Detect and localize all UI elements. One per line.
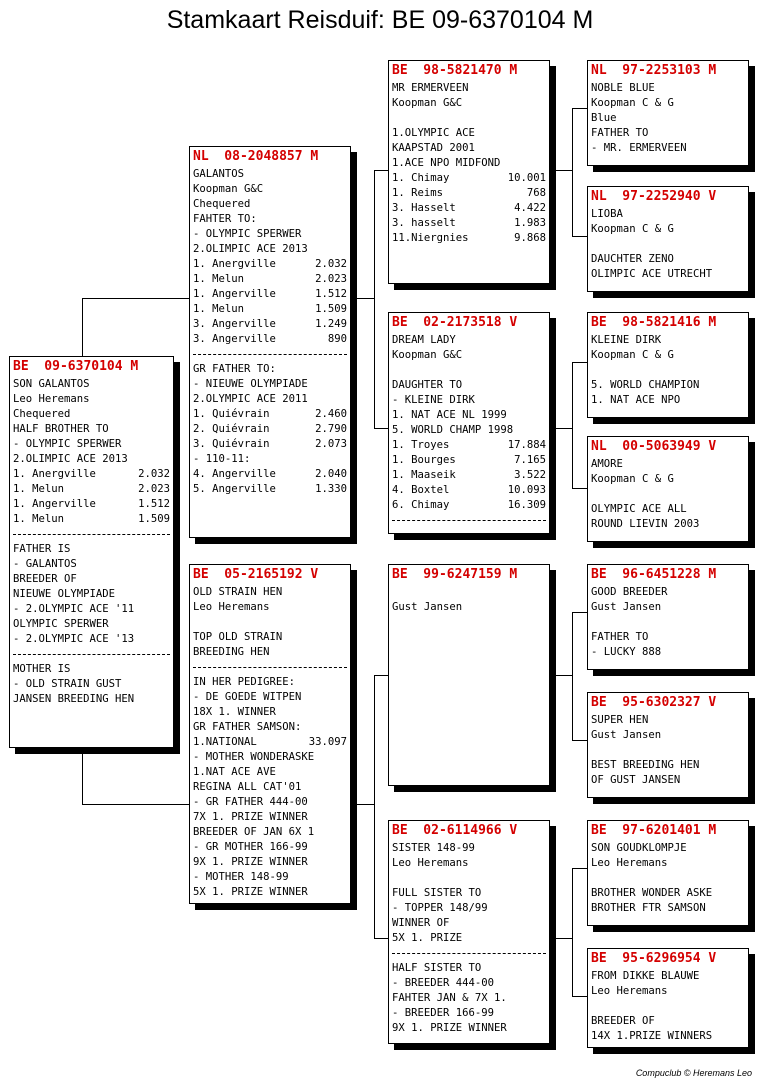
result-race: 1. Bourges: [392, 454, 456, 466]
result-row: [392, 483, 546, 498]
info-line: 2.OLIMPIC ACE 2013: [193, 243, 308, 255]
result-row: [193, 317, 347, 332]
result-race: 3. Angerville: [193, 333, 276, 345]
result-value: 2.073: [315, 438, 347, 450]
info-line: Koopman C & G: [591, 223, 674, 235]
info-line: OLYMPIC ACE ALL: [591, 503, 687, 515]
connector-line: [554, 428, 572, 429]
pigeon-card-fmm[interactable]: [587, 436, 749, 542]
separator: [13, 534, 170, 535]
result-race: 1. Angerville: [13, 498, 96, 510]
info-line: - 110-11:: [193, 453, 251, 465]
info-line: 14X 1.PRIZE WINNERS: [591, 1030, 713, 1042]
result-row: [193, 735, 347, 750]
result-value: 16.309: [507, 499, 546, 511]
result-value: 1.983: [514, 217, 546, 229]
result-race: 3. hasselt: [392, 217, 456, 229]
result-row: [193, 257, 347, 272]
info-line: - MOTHER WONDERASKE: [193, 751, 315, 763]
info-line: HALF SISTER TO: [392, 962, 482, 974]
info-line: - OLD STRAIN GUST: [13, 678, 122, 690]
info-line: [392, 363, 546, 378]
result-value: 17.884: [507, 439, 546, 451]
result-race: 3. Hasselt: [392, 202, 456, 214]
result-race: 6. Chimay: [392, 499, 450, 511]
result-value: 1.509: [138, 513, 170, 525]
result-race: 1. Quiévrain: [193, 408, 270, 420]
info-line: SISTER 148-99: [392, 842, 475, 854]
connector-line: [554, 170, 572, 171]
pigeon-card-mmf[interactable]: [587, 820, 749, 926]
info-line: FATHER TO: [591, 631, 649, 643]
info-line: DAUCHTER ZENO: [591, 253, 674, 265]
connector-line: [572, 108, 573, 236]
info-line: SUPER HEN: [591, 714, 649, 726]
result-row: [392, 186, 546, 201]
info-line: - BREEDER 166-99: [392, 1007, 495, 1019]
result-value: 1.249: [315, 318, 347, 330]
info-line: OF GUST JANSEN: [591, 774, 681, 786]
ring-number: BE 02-6114966 V: [392, 823, 518, 838]
result-value: 9.868: [514, 232, 546, 244]
info-line: [591, 999, 745, 1014]
result-row: [193, 332, 347, 347]
info-line: Gust Jansen: [591, 601, 662, 613]
info-line: 5. WORLD CHAMP 1998: [392, 424, 514, 436]
result-row: [392, 498, 546, 513]
info-line: [392, 111, 546, 126]
ring-number: BE 95-6302327 V: [591, 695, 717, 710]
info-line: Koopman C & G: [591, 97, 674, 109]
result-value: 2.460: [315, 408, 347, 420]
result-value: 2.032: [138, 468, 170, 480]
info-line: - 2.OLYMPIC ACE '11: [13, 603, 135, 615]
info-line: - GR MOTHER 166-99: [193, 841, 308, 853]
connector-line: [572, 236, 587, 237]
info-line: - 2.OLYMPIC ACE '13: [13, 633, 135, 645]
result-row: [392, 201, 546, 216]
connector-line: [572, 612, 573, 740]
info-line: 2.OLYMPIC ACE 2011: [193, 393, 308, 405]
info-line: BROTHER FTR SAMSON: [591, 902, 706, 914]
result-race: 1. Melun: [13, 513, 65, 525]
info-line: - KLEINE DIRK: [392, 394, 475, 406]
pigeon-card-ffm[interactable]: [587, 186, 749, 292]
info-line: KLEINE DIRK: [591, 334, 662, 346]
pigeon-card-main[interactable]: [9, 356, 174, 748]
result-row: [193, 302, 347, 317]
pigeon-card-father-father[interactable]: [388, 60, 550, 284]
info-line: JANSEN BREEDING HEN: [13, 693, 135, 705]
result-race: 1. Reims: [392, 187, 444, 199]
connector-line: [572, 868, 573, 996]
pigeon-card-fmf[interactable]: [587, 312, 749, 418]
result-row: [193, 407, 347, 422]
connector-line: [572, 488, 587, 489]
info-line: AMORE: [591, 458, 623, 470]
info-line: Leo Heremans: [193, 601, 270, 613]
info-line: DREAM LADY: [392, 334, 456, 346]
info-line: [392, 871, 546, 886]
result-race: 5. Angerville: [193, 483, 276, 495]
ring-number: NL 08-2048857 M: [193, 149, 319, 164]
info-line: GR FATHER TO:: [193, 363, 276, 375]
info-line: 18X 1. WINNER: [193, 706, 276, 718]
ring-number: BE 95-6296954 V: [591, 951, 717, 966]
result-race: 1. Anergville: [193, 258, 276, 270]
footer-credit: Compuclub © Heremans Leo: [635, 1068, 752, 1078]
pigeon-card-mfm[interactable]: [587, 692, 749, 798]
pigeon-card-mmm[interactable]: [587, 948, 749, 1048]
info-line: DAUGHTER TO: [392, 379, 463, 391]
info-line: - OLYMPIC SPERWER: [193, 228, 302, 240]
info-line: BREEDER OF: [591, 1015, 655, 1027]
result-value: 2.790: [315, 423, 347, 435]
connector-line: [82, 298, 189, 299]
connector-line: [554, 938, 572, 939]
pigeon-card-father-mother[interactable]: [388, 312, 550, 534]
separator: [392, 953, 546, 954]
info-line: 5X 1. PRIZE WINNER: [193, 886, 308, 898]
result-value: 33.097: [308, 736, 347, 748]
info-line: Koopman C & G: [591, 473, 674, 485]
info-line: IN HER PEDIGREE:: [193, 676, 296, 688]
result-row: [13, 512, 170, 527]
result-row: [193, 467, 347, 482]
result-race: 1. Angerville: [193, 288, 276, 300]
result-race: 4. Angerville: [193, 468, 276, 480]
info-line: KAAPSTAD 2001: [392, 142, 475, 154]
pigeon-card-mother[interactable]: [189, 564, 351, 904]
info-line: Chequered: [193, 198, 251, 210]
result-row: [392, 171, 546, 186]
result-value: 890: [327, 333, 347, 345]
info-line: LIOBA: [591, 208, 623, 220]
result-race: 3. Quiévrain: [193, 438, 270, 450]
info-line: [591, 615, 745, 630]
info-line: - BREEDER 444-00: [392, 977, 495, 989]
result-race: 4. Boxtel: [392, 484, 450, 496]
info-line: Leo Heremans: [13, 393, 90, 405]
info-line: Leo Heremans: [591, 857, 668, 869]
pigeon-card-fff[interactable]: [587, 60, 749, 166]
result-race: 1. Chimay: [392, 172, 450, 184]
info-line: [591, 487, 745, 502]
ring-number: BE 99-6247159 M: [392, 567, 518, 582]
info-line: - NIEUWE OLYMPIADE: [193, 378, 308, 390]
result-race: 1. Melun: [193, 303, 245, 315]
result-row: [13, 467, 170, 482]
result-race: 1. Maaseik: [392, 469, 456, 481]
connector-line: [374, 170, 375, 428]
result-race: 1. Troyes: [392, 439, 450, 451]
result-row: [392, 216, 546, 231]
info-line: HALF BROTHER TO: [13, 423, 109, 435]
info-line: - TOPPER 148/99: [392, 902, 488, 914]
result-value: 7.165: [514, 454, 546, 466]
info-line: FAHTER TO:: [193, 213, 257, 225]
info-line: - MR. ERMERVEEN: [591, 142, 687, 154]
result-row: [392, 438, 546, 453]
info-line: - GALANTOS: [13, 558, 77, 570]
result-row: [13, 497, 170, 512]
connector-line: [572, 868, 587, 869]
info-line: GOOD BREEDER: [591, 586, 668, 598]
separator: [193, 354, 347, 355]
info-line: FAHTER JAN & 7X 1.: [392, 992, 507, 1004]
result-value: 2.023: [138, 483, 170, 495]
result-race: 1. Anergville: [13, 468, 96, 480]
result-value: 10.001: [507, 172, 546, 184]
result-value: 3.522: [514, 469, 546, 481]
info-line: [591, 363, 745, 378]
pigeon-card-mff[interactable]: [587, 564, 749, 670]
info-line: Leo Heremans: [591, 985, 668, 997]
connector-line: [572, 740, 587, 741]
result-row: [193, 422, 347, 437]
result-race: 1. Melun: [193, 273, 245, 285]
result-value: 1.509: [315, 303, 347, 315]
connector-line: [572, 612, 587, 613]
connector-line: [572, 108, 587, 109]
connector-line: [374, 428, 388, 429]
separator: [392, 520, 546, 521]
page-title: Stamkaart Reisduif: BE 09-6370104 M: [166, 6, 594, 34]
info-line: GALANTOS: [193, 168, 245, 180]
connector-line: [82, 804, 189, 805]
result-row: [193, 272, 347, 287]
info-line: - DE GOEDE WITPEN: [193, 691, 302, 703]
info-line: OLYMPIC SPERWER: [13, 618, 109, 630]
connector-line: [82, 298, 83, 356]
ring-number: BE 05-2165192 V: [193, 567, 319, 582]
separator: [193, 667, 347, 668]
ring-number: BE 98-5821416 M: [591, 315, 717, 330]
result-row: [392, 468, 546, 483]
info-line: NOBLE BLUE: [591, 82, 655, 94]
info-line: [591, 237, 745, 252]
info-line: BREEDING HEN: [193, 646, 270, 658]
info-line: 9X 1. PRIZE WINNER: [193, 856, 308, 868]
result-row: [193, 482, 347, 497]
info-line: WINNER OF: [392, 917, 450, 929]
info-line: REGINA ALL CAT'01: [193, 781, 302, 793]
info-line: BEST BREEDING HEN: [591, 759, 700, 771]
info-line: FROM DIKKE BLAUWE: [591, 970, 700, 982]
info-line: 5X 1. PRIZE: [392, 932, 463, 944]
info-line: 1.NAT ACE AVE: [193, 766, 276, 778]
result-race: 1. Melun: [13, 483, 65, 495]
connector-line: [356, 804, 374, 805]
result-row: [392, 231, 546, 246]
ring-number: BE 96-6451228 M: [591, 567, 717, 582]
result-row: [193, 437, 347, 452]
info-line: SON GOUDKLOMPJE: [591, 842, 687, 854]
info-line: OLD STRAIN HEN: [193, 586, 283, 598]
info-line: BREEDER OF: [13, 573, 77, 585]
info-line: [392, 585, 546, 600]
info-line: FULL SISTER TO: [392, 887, 482, 899]
info-line: Leo Heremans: [392, 857, 469, 869]
info-line: NIEUWE OLYMPIADE: [13, 588, 116, 600]
result-value: 10.093: [507, 484, 546, 496]
info-line: [591, 871, 745, 886]
connector-line: [356, 298, 374, 299]
result-race: 11.Niergnies: [392, 232, 469, 244]
info-line: 1.OLYMPIC ACE: [392, 127, 475, 139]
info-line: - LUCKY 888: [591, 646, 662, 658]
info-line: 5. WORLD CHAMPION: [591, 379, 700, 391]
result-value: 768: [526, 187, 546, 199]
separator: [13, 654, 170, 655]
result-race: 3. Angerville: [193, 318, 276, 330]
info-line: TOP OLD STRAIN: [193, 631, 283, 643]
info-line: Blue: [591, 112, 617, 124]
connector-line: [554, 675, 572, 676]
result-race: 1.NATIONAL: [193, 736, 257, 748]
connector-line: [374, 170, 388, 171]
info-line: MR ERMERVEEN: [392, 82, 469, 94]
connector-line: [572, 996, 587, 997]
ring-number: NL 97-2253103 M: [591, 63, 717, 78]
pigeon-card-mother-father[interactable]: [388, 564, 550, 786]
connector-line: [374, 675, 388, 676]
info-line: BROTHER WONDER ASKE: [591, 887, 713, 899]
result-race: 2. Quiévrain: [193, 423, 270, 435]
info-line: 2.OLIMPIC ACE 2013: [13, 453, 128, 465]
connector-line: [572, 362, 587, 363]
info-line: MOTHER IS: [13, 663, 71, 675]
result-row: [13, 482, 170, 497]
ring-number: NL 00-5063949 V: [591, 439, 717, 454]
info-line: [193, 615, 347, 630]
info-line: Gust Jansen: [392, 601, 463, 613]
ring-number: BE 09-6370104 M: [13, 359, 139, 374]
info-line: 1. NAT ACE NPO: [591, 394, 681, 406]
info-line: 1. NAT ACE NL 1999: [392, 409, 507, 421]
info-line: SON GALANTOS: [13, 378, 90, 390]
info-line: [591, 743, 745, 758]
ring-number: NL 97-2252940 V: [591, 189, 717, 204]
connector-line: [82, 748, 83, 804]
info-line: Koopman G&C: [392, 97, 463, 109]
info-line: - OLYMPIC SPERWER: [13, 438, 122, 450]
result-value: 1.330: [315, 483, 347, 495]
ring-number: BE 97-6201401 M: [591, 823, 717, 838]
info-line: BREEDER OF JAN 6X 1: [193, 826, 315, 838]
info-line: Koopman G&C: [392, 349, 463, 361]
info-line: 1.ACE NPO MIDFOND: [392, 157, 501, 169]
result-value: 4.422: [514, 202, 546, 214]
result-value: 2.032: [315, 258, 347, 270]
result-value: 1.512: [315, 288, 347, 300]
result-value: 2.023: [315, 273, 347, 285]
result-row: [392, 453, 546, 468]
result-value: 1.512: [138, 498, 170, 510]
pigeon-card-mother-mother[interactable]: [388, 820, 550, 1044]
info-line: Koopman G&C: [193, 183, 264, 195]
info-line: Chequered: [13, 408, 71, 420]
info-line: GR FATHER SAMSON:: [193, 721, 302, 733]
info-line: OLIMPIC ACE UTRECHT: [591, 268, 713, 280]
pigeon-card-father[interactable]: [189, 146, 351, 538]
info-line: FATHER TO: [591, 127, 649, 139]
connector-line: [374, 675, 375, 938]
connector-line: [374, 938, 388, 939]
ring-number: BE 98-5821470 M: [392, 63, 518, 78]
result-value: 2.040: [315, 468, 347, 480]
info-line: - MOTHER 148-99: [193, 871, 289, 883]
ring-number: BE 02-2173518 V: [392, 315, 518, 330]
info-line: Gust Jansen: [591, 729, 662, 741]
connector-line: [572, 362, 573, 488]
info-line: 9X 1. PRIZE WINNER: [392, 1022, 507, 1034]
info-line: - GR FATHER 444-00: [193, 796, 308, 808]
info-line: FATHER IS: [13, 543, 71, 555]
info-line: ROUND LIEVIN 2003: [591, 518, 700, 530]
info-line: Koopman C & G: [591, 349, 674, 361]
info-line: 7X 1. PRIZE WINNER: [193, 811, 308, 823]
result-row: [193, 287, 347, 302]
